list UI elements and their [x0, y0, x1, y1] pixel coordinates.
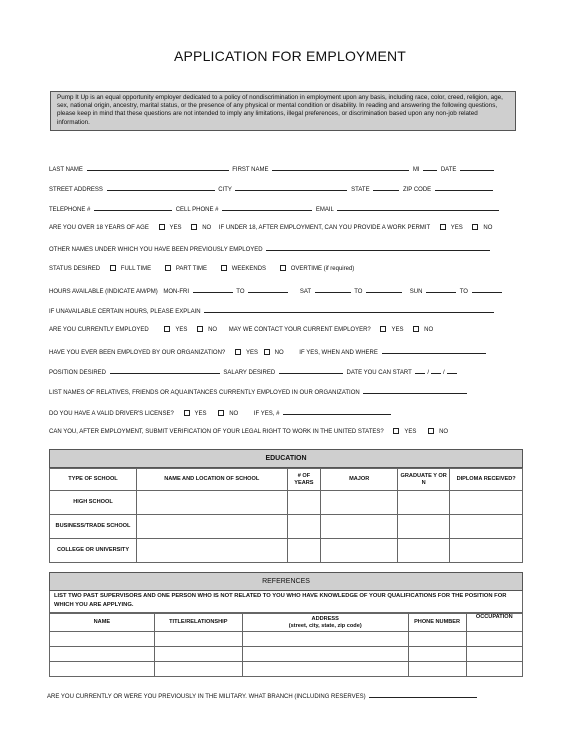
col-ref-phone: PHONE NUMBER — [408, 614, 466, 632]
mon-fri-to-field[interactable] — [248, 286, 288, 293]
table-row — [50, 515, 523, 539]
table-cell[interactable] — [50, 662, 155, 677]
employed-before-label: HAVE YOU EVER BEEN EMPLOYED BY OUR ORGANIZATION? — [49, 350, 226, 356]
salary-label: SALARY DESIRED — [223, 370, 276, 376]
employed-yes-checkbox[interactable] — [164, 326, 170, 332]
sun-to-field[interactable] — [472, 286, 502, 293]
city-field[interactable] — [235, 184, 347, 191]
sun-label: SUN — [409, 289, 423, 295]
table-cell[interactable] — [398, 515, 450, 539]
sun-from-field[interactable] — [426, 286, 456, 293]
school-type-cell: BUSINESS/TRADE SCHOOL — [50, 515, 137, 539]
col-name-location: NAME AND LOCATION OF SCHOOL — [137, 469, 288, 491]
contact-employer-label: MAY WE CONTACT YOUR CURRENT EMPLOYER? — [228, 327, 371, 334]
verification-row — [49, 428, 448, 436]
table-cell[interactable] — [242, 662, 408, 677]
address-label: ADDRESS — [311, 615, 339, 622]
cell-phone-field[interactable] — [222, 204, 312, 211]
sat-label: SAT — [299, 289, 311, 295]
license-number-label: IF YES, # — [253, 411, 280, 417]
yes-label: YES — [169, 225, 182, 232]
table-cell[interactable] — [398, 491, 450, 515]
table-cell[interactable] — [466, 647, 522, 662]
previous-employment-row — [49, 347, 488, 355]
position-field[interactable] — [110, 367, 220, 374]
salary-field[interactable] — [279, 367, 343, 374]
military-branch-field[interactable] — [369, 691, 477, 698]
references-header-row — [50, 614, 523, 632]
date-field[interactable] — [460, 164, 494, 171]
hours-row — [49, 286, 504, 294]
start-year-field[interactable] — [447, 367, 457, 374]
table-cell[interactable] — [466, 632, 522, 647]
table-cell[interactable] — [154, 647, 242, 662]
school-type-cell: COLLEGE OR UNIVERSITY — [50, 539, 137, 563]
explain-field[interactable] — [204, 306, 494, 313]
table-cell[interactable] — [287, 539, 321, 563]
first-name-label: FIRST NAME — [232, 167, 269, 173]
yes-label: YES — [404, 429, 417, 436]
telephone-field[interactable] — [94, 204, 172, 211]
table-cell[interactable] — [154, 632, 242, 647]
table-cell[interactable] — [287, 515, 321, 539]
table-row — [50, 662, 523, 677]
table-cell[interactable] — [137, 491, 288, 515]
yes-label: YES — [245, 350, 258, 356]
no-label: NO — [274, 350, 284, 356]
hours-label: HOURS AVAILABLE (INDICATE AM/PM) — [49, 289, 158, 295]
col-ref-address — [242, 614, 408, 632]
before-yes-checkbox[interactable] — [235, 349, 241, 355]
before-no-checkbox[interactable] — [264, 349, 270, 355]
table-cell[interactable] — [321, 539, 398, 563]
table-cell[interactable] — [242, 647, 408, 662]
military-row — [47, 691, 479, 699]
mon-fri-label: MON-FRI — [163, 289, 190, 295]
street-address-field[interactable] — [107, 184, 215, 191]
no-label: NO — [483, 225, 493, 232]
table-cell[interactable] — [50, 647, 155, 662]
table-cell[interactable] — [321, 515, 398, 539]
mi-field[interactable] — [423, 164, 437, 171]
position-label: POSITION DESIRED — [49, 370, 107, 376]
when-where-label: IF YES, WHEN AND WHERE — [299, 350, 378, 356]
table-cell[interactable] — [466, 662, 522, 677]
table-cell[interactable] — [408, 632, 466, 647]
table-cell[interactable] — [137, 515, 288, 539]
col-graduate: GRADUATE Y OR N — [398, 469, 450, 491]
table-cell[interactable] — [450, 515, 523, 539]
verify-no-checkbox[interactable] — [428, 428, 434, 434]
table-cell[interactable] — [287, 491, 321, 515]
contact-yes-checkbox[interactable] — [380, 326, 386, 332]
col-years: # OF YEARS — [287, 469, 321, 491]
status-row — [49, 265, 354, 273]
phone-row — [49, 204, 501, 212]
street-address-label: STREET ADDRESS — [49, 187, 103, 193]
last-name-label: LAST NAME — [49, 167, 83, 173]
table-cell[interactable] — [450, 539, 523, 563]
table-cell[interactable] — [137, 539, 288, 563]
other-names-label: OTHER NAMES UNDER WHICH YOU HAVE BEEN PREVIOUSLY EMPLOYED — [49, 247, 263, 253]
table-row — [50, 539, 523, 563]
yes-label: YES — [175, 327, 188, 334]
zip-label: ZIP CODE — [402, 187, 432, 193]
overtime-checkbox[interactable] — [280, 265, 286, 271]
references-instructions: LIST TWO PAST SUPERVISORS AND ONE PERSON WHO IS NOT RELATED TO YOU WHO HAVE KNOWLEDGE OF YOUR QUALIFICATIONS FOR THE POSITION FOR WHICH YOU ARE APPLYING. — [49, 591, 523, 613]
table-cell[interactable] — [408, 647, 466, 662]
overtime-label: OVERTIME (if required) — [290, 266, 355, 273]
to-label: TO — [236, 289, 245, 295]
status-label: STATUS DESIRED — [49, 266, 101, 273]
date-label: DATE — [440, 167, 457, 173]
table-cell[interactable] — [398, 539, 450, 563]
email-field[interactable] — [337, 204, 499, 211]
license-number-field[interactable] — [283, 408, 391, 415]
no-label: NO — [439, 429, 449, 436]
email-label: EMAIL — [315, 207, 334, 213]
col-ref-name: NAME — [50, 614, 155, 632]
license-row — [49, 408, 393, 416]
table-row — [50, 647, 523, 662]
current-employment-row — [49, 326, 433, 334]
yes-label: YES — [194, 411, 207, 417]
license-no-checkbox[interactable] — [218, 410, 224, 416]
explain-label: IF UNAVAILABLE CERTAIN HOURS, PLEASE EXPLAIN — [49, 309, 201, 315]
military-label: ARE YOU CURRENTLY OR WERE YOU PREVIOUSLY IN THE MILITARY. WHAT BRANCH (INCLUDING RESERVES) — [47, 694, 366, 700]
address-sub-label: (street, city, state, zip code) — [288, 622, 362, 629]
no-label: NO — [202, 225, 212, 232]
no-label: NO — [208, 327, 218, 334]
table-cell[interactable] — [242, 632, 408, 647]
permit-no-checkbox[interactable] — [472, 224, 478, 230]
state-label: STATE — [351, 187, 370, 193]
weekends-checkbox[interactable] — [221, 265, 227, 271]
references-table — [49, 613, 523, 677]
sat-to-field[interactable] — [366, 286, 402, 293]
table-cell[interactable] — [154, 662, 242, 677]
zip-field[interactable] — [435, 184, 493, 191]
mon-fri-from-field[interactable] — [193, 286, 233, 293]
references-header: REFERENCES — [49, 572, 523, 591]
relatives-row — [49, 387, 469, 395]
license-label: DO YOU HAVE A VALID DRIVER'S LICENSE? — [49, 411, 174, 417]
no-label: NO — [229, 411, 239, 417]
col-ref-title: TITLE/RELATIONSHIP — [154, 614, 242, 632]
education-table — [49, 468, 523, 563]
to-label: TO — [459, 289, 468, 295]
first-name-field[interactable] — [272, 164, 409, 171]
to-label: TO — [354, 289, 363, 295]
sat-from-field[interactable] — [315, 286, 351, 293]
start-month-field[interactable] — [415, 367, 425, 374]
full-time-checkbox[interactable] — [110, 265, 116, 271]
table-cell[interactable] — [321, 491, 398, 515]
relatives-field[interactable] — [363, 387, 467, 394]
table-cell[interactable] — [450, 491, 523, 515]
no-label: NO — [424, 327, 434, 334]
weekends-label: WEEKENDS — [231, 266, 267, 273]
table-row — [50, 632, 523, 647]
other-names-row — [49, 244, 492, 252]
explain-row — [49, 306, 496, 314]
permit-yes-checkbox[interactable] — [440, 224, 446, 230]
table-cell[interactable] — [408, 662, 466, 677]
contact-no-checkbox[interactable] — [413, 326, 419, 332]
employed-no-checkbox[interactable] — [197, 326, 203, 332]
age-row — [49, 224, 492, 232]
education-header: EDUCATION — [49, 449, 523, 468]
position-row: POSITION DESIRED SALARY DESIRED DATE YOU CAN START / / — [49, 367, 459, 375]
page-title: APPLICATION FOR EMPLOYMENT — [173, 48, 407, 64]
city-label: CITY — [218, 187, 232, 193]
currently-employed-label: ARE YOU CURRENTLY EMPLOYED — [49, 327, 149, 334]
cell-phone-label: CELL PHONE # — [175, 207, 219, 213]
start-date-label: DATE YOU CAN START — [346, 370, 412, 376]
verification-label: CAN YOU, AFTER EMPLOYMENT, SUBMIT VERIFICATION OF YOUR LEGAL RIGHT TO WORK IN THE UNITED STATES? — [49, 429, 384, 436]
over18-no-checkbox[interactable] — [191, 224, 197, 230]
col-ref-occupation: OCCUPATION — [466, 614, 522, 632]
full-time-label: FULL TIME — [120, 266, 152, 273]
state-field[interactable] — [373, 184, 399, 191]
over18-label: ARE YOU OVER 18 YEARS OF AGE — [49, 225, 149, 232]
equal-opportunity-notice: Pump It Up is an equal opportunity employer dedicated to a policy of nondiscrimination in employment upon any basis, including race, color, creed, religion, age, sex, national origin, ancestry, marital status, or the presence of any physical or mental condition or disability. In reading and answering the following questions, please keep in mind that these questions are not intended to imply any limitations, illegal preferences, or discrimination based upon any non-job related information. — [50, 91, 516, 131]
address-row — [49, 184, 495, 192]
col-diploma: DIPLOMA RECEIVED? — [450, 469, 523, 491]
mi-label: MI — [412, 167, 420, 173]
work-permit-label: IF UNDER 18, AFTER EMPLOYMENT, CAN YOU PROVIDE A WORK PERMIT — [218, 225, 431, 232]
telephone-label: TELEPHONE # — [49, 207, 91, 213]
name-row — [49, 164, 496, 172]
part-time-label: PART TIME — [175, 266, 208, 273]
col-type: TYPE OF SCHOOL — [50, 469, 137, 491]
school-type-cell: HIGH SCHOOL — [50, 491, 137, 515]
education-header-row — [50, 469, 523, 491]
part-time-checkbox[interactable] — [165, 265, 171, 271]
yes-label: YES — [391, 327, 404, 334]
table-row — [50, 491, 523, 515]
verify-yes-checkbox[interactable] — [393, 428, 399, 434]
yes-label: YES — [450, 225, 463, 232]
table-cell[interactable] — [50, 632, 155, 647]
over18-yes-checkbox[interactable] — [159, 224, 165, 230]
other-names-field[interactable] — [266, 244, 490, 251]
start-day-field[interactable] — [431, 367, 441, 374]
when-where-field[interactable] — [382, 347, 486, 354]
last-name-field[interactable] — [87, 164, 229, 171]
relatives-label: LIST NAMES OF RELATIVES, FRIENDS OR AQUAINTANCES CURRENTLY EMPLOYED IN OUR ORGANIZATION — [49, 390, 360, 396]
col-major: MAJOR — [321, 469, 398, 491]
license-yes-checkbox[interactable] — [184, 410, 190, 416]
